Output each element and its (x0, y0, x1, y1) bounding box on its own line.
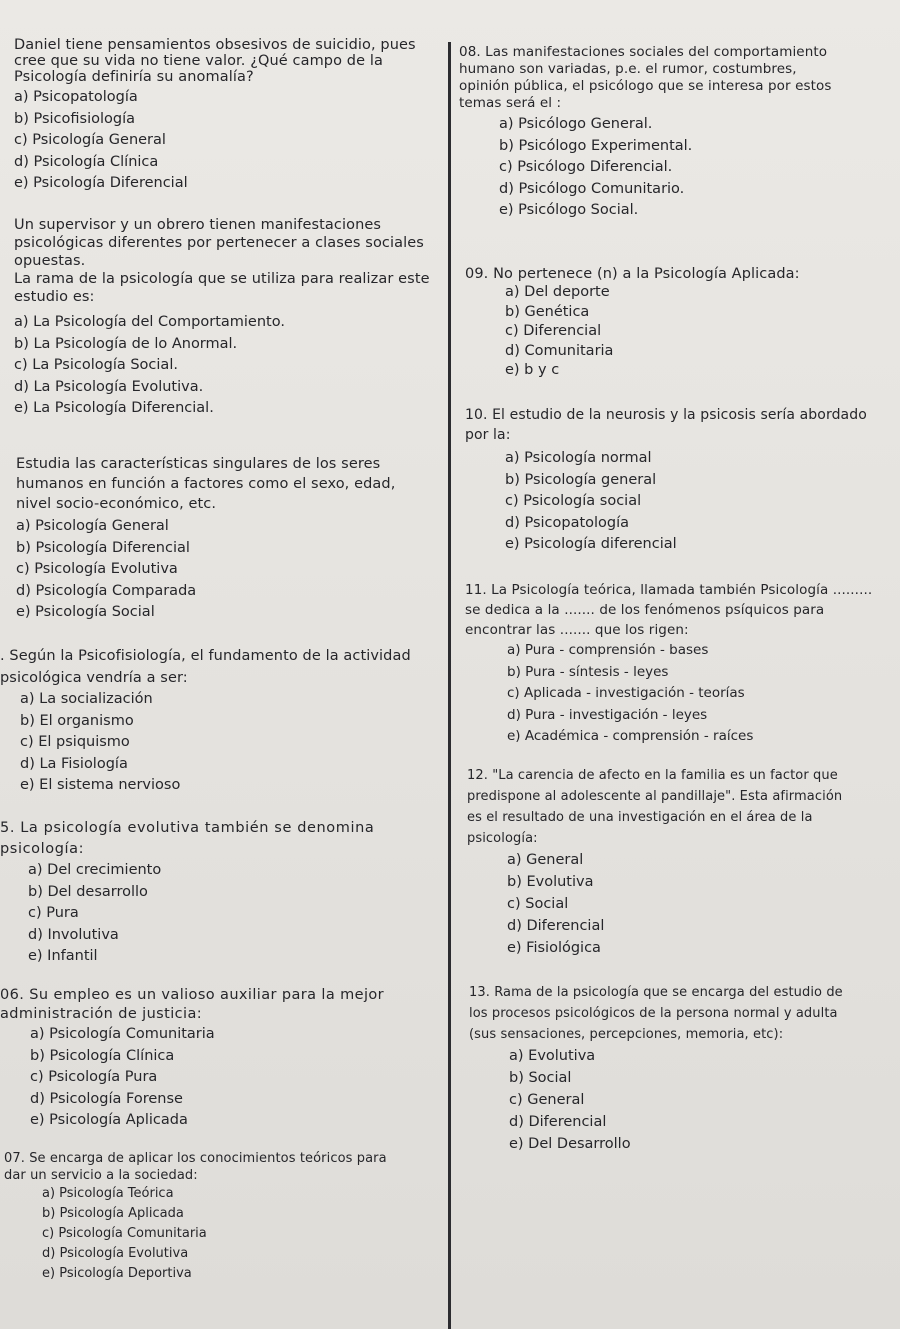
option[interactable]: d) Comunitaria (505, 342, 614, 359)
question-supervisor (14, 216, 459, 420)
option[interactable]: c) Aplicada - investigación - teorías (507, 685, 745, 701)
option-list (467, 849, 900, 959)
option[interactable]: c) Diferencial (505, 323, 602, 339)
option[interactable]: d) La Fisiología (20, 755, 128, 772)
option[interactable]: d) Psicología Clínica (14, 153, 159, 170)
option[interactable]: d) Diferencial (509, 1114, 607, 1130)
option[interactable]: a) Psicólogo General. (499, 116, 653, 132)
option[interactable]: a) La socialización (20, 691, 153, 707)
option[interactable]: b) Psicólogo Experimental. (499, 137, 693, 154)
option-list (465, 640, 900, 748)
option[interactable]: e) Fisiológica (507, 940, 601, 956)
option[interactable]: e) Académica - comprensión - raíces (507, 728, 754, 744)
option[interactable]: d) Involutiva (28, 926, 119, 943)
question-09 (465, 266, 900, 381)
option[interactable]: c) Psicología Comunitaria (42, 1226, 207, 1241)
option[interactable]: c) Social (507, 896, 569, 912)
option[interactable]: b) Pura - síntesis - leyes (507, 663, 669, 680)
question-11 (465, 580, 900, 748)
option[interactable]: e) Psicología Deportiva (42, 1266, 192, 1281)
option[interactable]: a) Psicología normal (505, 450, 652, 466)
option[interactable]: d) Diferencial (507, 918, 605, 934)
option[interactable]: a) Del crecimiento (28, 862, 162, 878)
option[interactable]: c) Psicólogo Diferencial. (499, 159, 673, 175)
option[interactable]: d) La Psicología Evolutiva. (14, 378, 204, 395)
option[interactable]: a) Pura - comprensión - bases (507, 642, 709, 658)
option-list (459, 114, 899, 222)
option[interactable]: a) Psicología Teórica (42, 1186, 174, 1201)
option[interactable]: e) Del Desarrollo (509, 1136, 631, 1152)
option[interactable]: b) Del desarrollo (28, 883, 148, 900)
option[interactable]: d) Psicología Forense (30, 1090, 183, 1107)
option[interactable]: b) El organismo (20, 712, 134, 729)
option[interactable]: a) General (507, 852, 584, 868)
question-stem: Estudia las características singulares de los seres humanos en función a factores como el sexo, edad, nivel socio-económico, etc. (16, 456, 396, 512)
question-psicofisiologia (0, 645, 445, 797)
question-07 (4, 1150, 449, 1284)
option[interactable]: d) Psicólogo Comunitario. (499, 180, 685, 197)
option-list (0, 860, 445, 968)
option[interactable]: a) La Psicología del Comportamiento. (14, 314, 285, 330)
option[interactable]: b) La Psicología de lo Anormal. (14, 335, 238, 352)
question-stem: 11. La Psicología teórica, llamada también Psicología ......... se dedica a la ....... de los fenómenos psíquicos para encontrar las ....... que los rigen: (465, 582, 873, 638)
question-stem: 09. No pertenece (n) a la Psicología Aplicada: (465, 266, 800, 282)
option[interactable]: c) Psicología social (505, 493, 642, 509)
option[interactable]: b) Evolutiva (507, 874, 594, 890)
question-stem: 08. Las manifestaciones sociales del comportamiento humano son variadas, p.e. el rumor, costumbres, opinión pública, el psicólogo que se interesa por estos temas será el : (459, 44, 832, 111)
option[interactable]: d) Psicopatología (505, 514, 630, 531)
question-stem: 10. El estudio de la neurosis y la psicosis sería abordado por la: (465, 407, 867, 443)
question-13 (469, 982, 900, 1155)
option[interactable]: c) Psicología Evolutiva (16, 561, 178, 577)
option[interactable]: e) La Psicología Diferencial. (14, 400, 214, 416)
option[interactable]: c) Pura (28, 905, 79, 921)
option[interactable]: a) Psicología General (16, 518, 169, 534)
option[interactable]: e) Psicología Social (16, 604, 155, 620)
option[interactable]: b) Psicología Aplicada (42, 1206, 184, 1221)
option-list (14, 87, 459, 195)
option[interactable]: e) b y c (505, 362, 560, 378)
question-stem: 07. Se encarga de aplicar los conocimientos teóricos para dar un servicio a la sociedad: (4, 1151, 387, 1183)
question-caracteristicas (16, 454, 461, 624)
option[interactable]: e) Psicología Diferencial (14, 175, 188, 191)
option[interactable]: a) Del deporte (505, 284, 610, 300)
option[interactable]: c) El psiquismo (20, 734, 130, 750)
option-list (0, 1024, 445, 1132)
option[interactable]: b) Psicología general (505, 471, 657, 488)
question-stem: 5. La psicología evolutiva también se denomina psicología: (0, 820, 375, 857)
option[interactable]: c) Psicología General (14, 132, 166, 148)
option[interactable]: c) General (509, 1092, 585, 1108)
question-12 (467, 765, 900, 959)
option[interactable]: b) Social (509, 1070, 572, 1086)
option-list (4, 1184, 449, 1284)
option-list (465, 283, 900, 381)
question-stem: 13. Rama de la psicología que se encarga del estudio de los procesos psicológicos de la persona normal y adulta (sus sensaciones, percepciones, memoria, etc): (469, 985, 843, 1042)
option-list (469, 1045, 900, 1155)
option[interactable]: e) Infantil (28, 948, 98, 964)
option[interactable]: e) El sistema nervioso (20, 777, 181, 793)
option[interactable]: d) Psicología Evolutiva (42, 1246, 189, 1261)
question-stem: . Según la Psicofisiología, el fundamento de la actividad psicológica vendría a ser: (0, 648, 411, 686)
option[interactable]: b) Psicofisiología (14, 110, 135, 127)
option[interactable]: d) Pura - investigación - leyes (507, 706, 708, 723)
option[interactable]: a) Psicología Comunitaria (30, 1026, 215, 1042)
option-list (14, 312, 459, 420)
option[interactable]: c) Psicología Pura (30, 1069, 158, 1085)
question-08 (459, 44, 899, 222)
question-suicidio (14, 37, 459, 195)
option[interactable]: b) Psicología Clínica (30, 1047, 175, 1064)
question-stem: 06. Su empleo es un valioso auxiliar para la mejor administración de justicia: (0, 987, 385, 1022)
option[interactable]: d) Psicología Comparada (16, 582, 197, 599)
option[interactable]: c) La Psicología Social. (14, 357, 178, 373)
question-05 (0, 818, 445, 968)
option-list (465, 448, 900, 556)
option[interactable]: e) Psicología diferencial (505, 536, 677, 552)
option-list (0, 689, 445, 797)
option-list (16, 516, 461, 624)
question-10 (465, 405, 900, 556)
question-stem: 12. "La carencia de afecto en la familia es un factor que predispone al adolescente al pandillaje". Esta afirmación es el resultado de una investigación en el área de la psicología: (467, 768, 843, 846)
option[interactable]: a) Psicopatología (14, 89, 138, 105)
question-06 (0, 986, 445, 1132)
question-stem: Daniel tiene pensamientos obsesivos de suicidio, pues cree que su vida no tiene valor. ¿Qué campo de la Psicología definiría su anomalía? (14, 37, 416, 85)
option[interactable]: e) Psicólogo Social. (499, 202, 639, 218)
option[interactable]: a) Evolutiva (509, 1048, 596, 1064)
option[interactable]: e) Psicología Aplicada (30, 1112, 188, 1128)
question-stem: Un supervisor y un obrero tienen manifestaciones psicológicas diferentes por pertenecer a clases sociales opuestas. La rama de la psicología que se utiliza para realizar este estudio es: (14, 217, 430, 305)
option[interactable]: b) Psicología Diferencial (16, 539, 190, 556)
option[interactable]: b) Genética (505, 303, 590, 320)
